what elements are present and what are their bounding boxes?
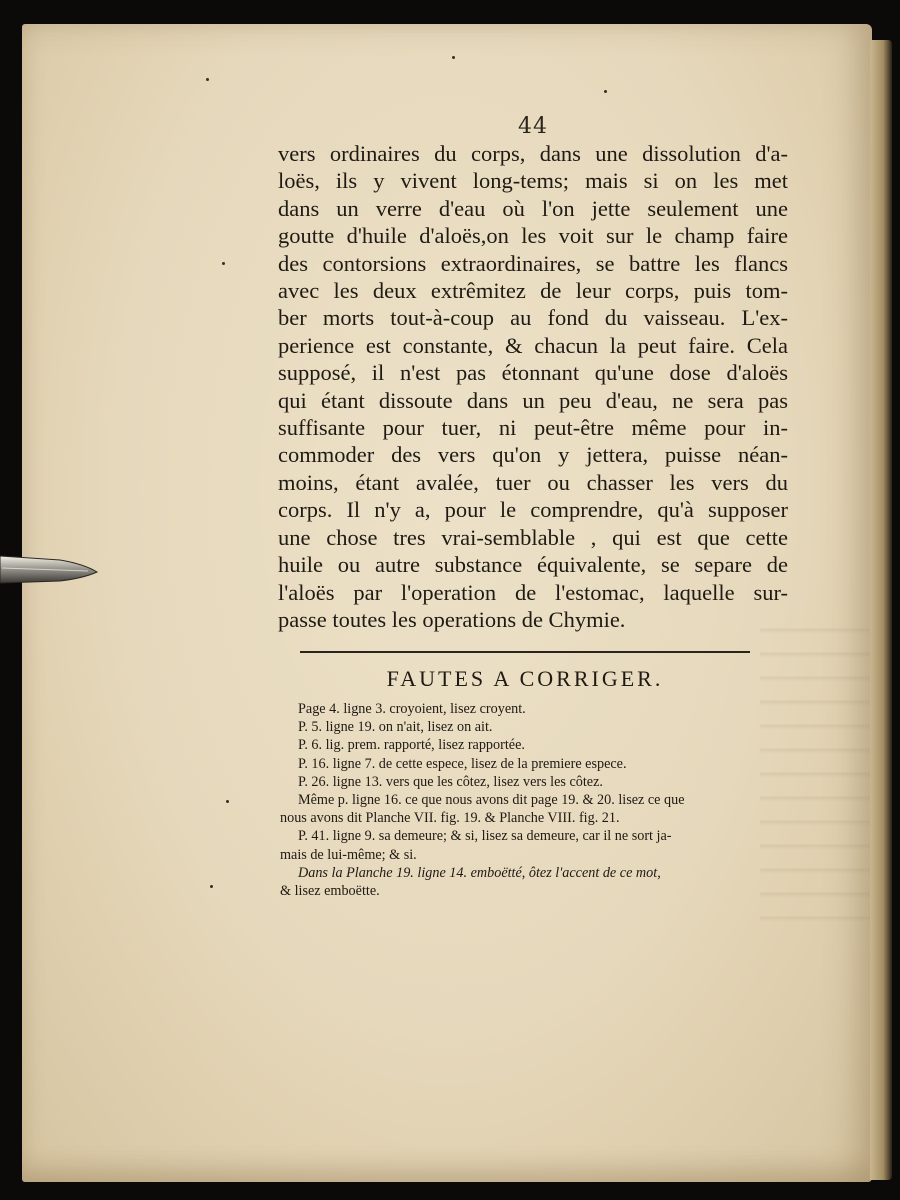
text-line: vers ordinaires du corps, dans une dissolution d'a-: [278, 141, 788, 166]
paper-speck: [210, 885, 213, 888]
text-line: l'aloës par l'operation de l'estomac, laquelle sur-: [278, 579, 788, 605]
text-line: qui étant dissoute dans un peu d'eau, ne sera pas: [278, 387, 788, 413]
body-text: [278, 140, 788, 633]
errata-row: P. 16. ligne 7. de cette espece, lisez de la premiere espece.: [298, 755, 627, 772]
paper-speck: [222, 262, 225, 265]
text-line: ber morts tout-à-coup au fond du vaisseau. L'ex-: [278, 305, 788, 331]
errata-row: P. 26. ligne 13. vers que les côtez, lisez vers les côtez.: [298, 773, 603, 790]
errata-title: FAUTES A CORRIGER.: [386, 666, 664, 691]
paper-speck: [206, 78, 209, 81]
errata-row: Page 4. ligne 3. croyoient, lisez croyent.: [298, 701, 526, 717]
text-line: suffisante pour tuer, ni peut-être même pour in-: [278, 415, 788, 441]
errata-row: Même p. ligne 16. ce que nous avons dit page 19. & 20. lisez ce que: [298, 792, 685, 809]
text-line: huile ou autre substance équivalente, se separe de: [278, 552, 788, 578]
errata-list: [280, 700, 780, 900]
text-line: une chose tres vrai-semblable , qui est que cette: [278, 524, 788, 550]
errata-row: nous avons dit Planche VII. fig. 19. & Planche VIII. fig. 21.: [280, 810, 620, 827]
paper-speck: [604, 90, 607, 93]
text-line: corps. Il n'y a, pour le comprendre, qu'à supposer: [278, 497, 788, 523]
paper-speck: [226, 800, 229, 803]
text-line: loës, ils y vivent long-tems; mais si on les met: [278, 168, 788, 194]
text-line: passe toutes les operations de Chymie.: [278, 606, 626, 632]
errata-row: P. 5. ligne 19. on n'ait, lisez on ait.: [298, 719, 493, 736]
text-line: commoder des vers qu'on y jettera, puisse néan-: [278, 442, 788, 468]
text-line: dans un verre d'eau où l'on jette seulement une: [278, 195, 788, 221]
text-line: supposé, il n'est pas étonnant qu'une dose d'aloës: [278, 360, 788, 386]
errata-row: mais de lui-même; & si.: [280, 846, 417, 863]
errata-row: P. 6. lig. prem. rapporté, lisez rapportée.: [298, 737, 525, 754]
errata-row: Dans la Planche 19. ligne 14. emboëtté, ôtez l'accent de ce mot,: [298, 864, 661, 881]
page-edge: [870, 40, 892, 1180]
errata-row: P. 41. ligne 9. sa demeure; & si, lisez sa demeure, car il ne sort ja-: [298, 828, 672, 845]
section-divider: [300, 651, 750, 653]
text-line: avec les deux extrêmitez de leur corps, puis tom-: [278, 278, 788, 304]
page-number: 44: [518, 114, 548, 139]
letter-opener: [0, 552, 98, 586]
errata-row: & lisez emboëtte.: [280, 883, 380, 900]
text-line: moins, étant avalée, tuer ou chasser les vers du: [278, 469, 788, 495]
text-line: des contorsions extraordinaires, se battre les flancs: [278, 250, 788, 276]
text-line: perience est constante, & chacun la peut faire. Cela: [278, 332, 788, 358]
text-line: goutte d'huile d'aloës,on les voit sur le champ faire: [278, 223, 788, 249]
paper-speck: [452, 56, 455, 59]
